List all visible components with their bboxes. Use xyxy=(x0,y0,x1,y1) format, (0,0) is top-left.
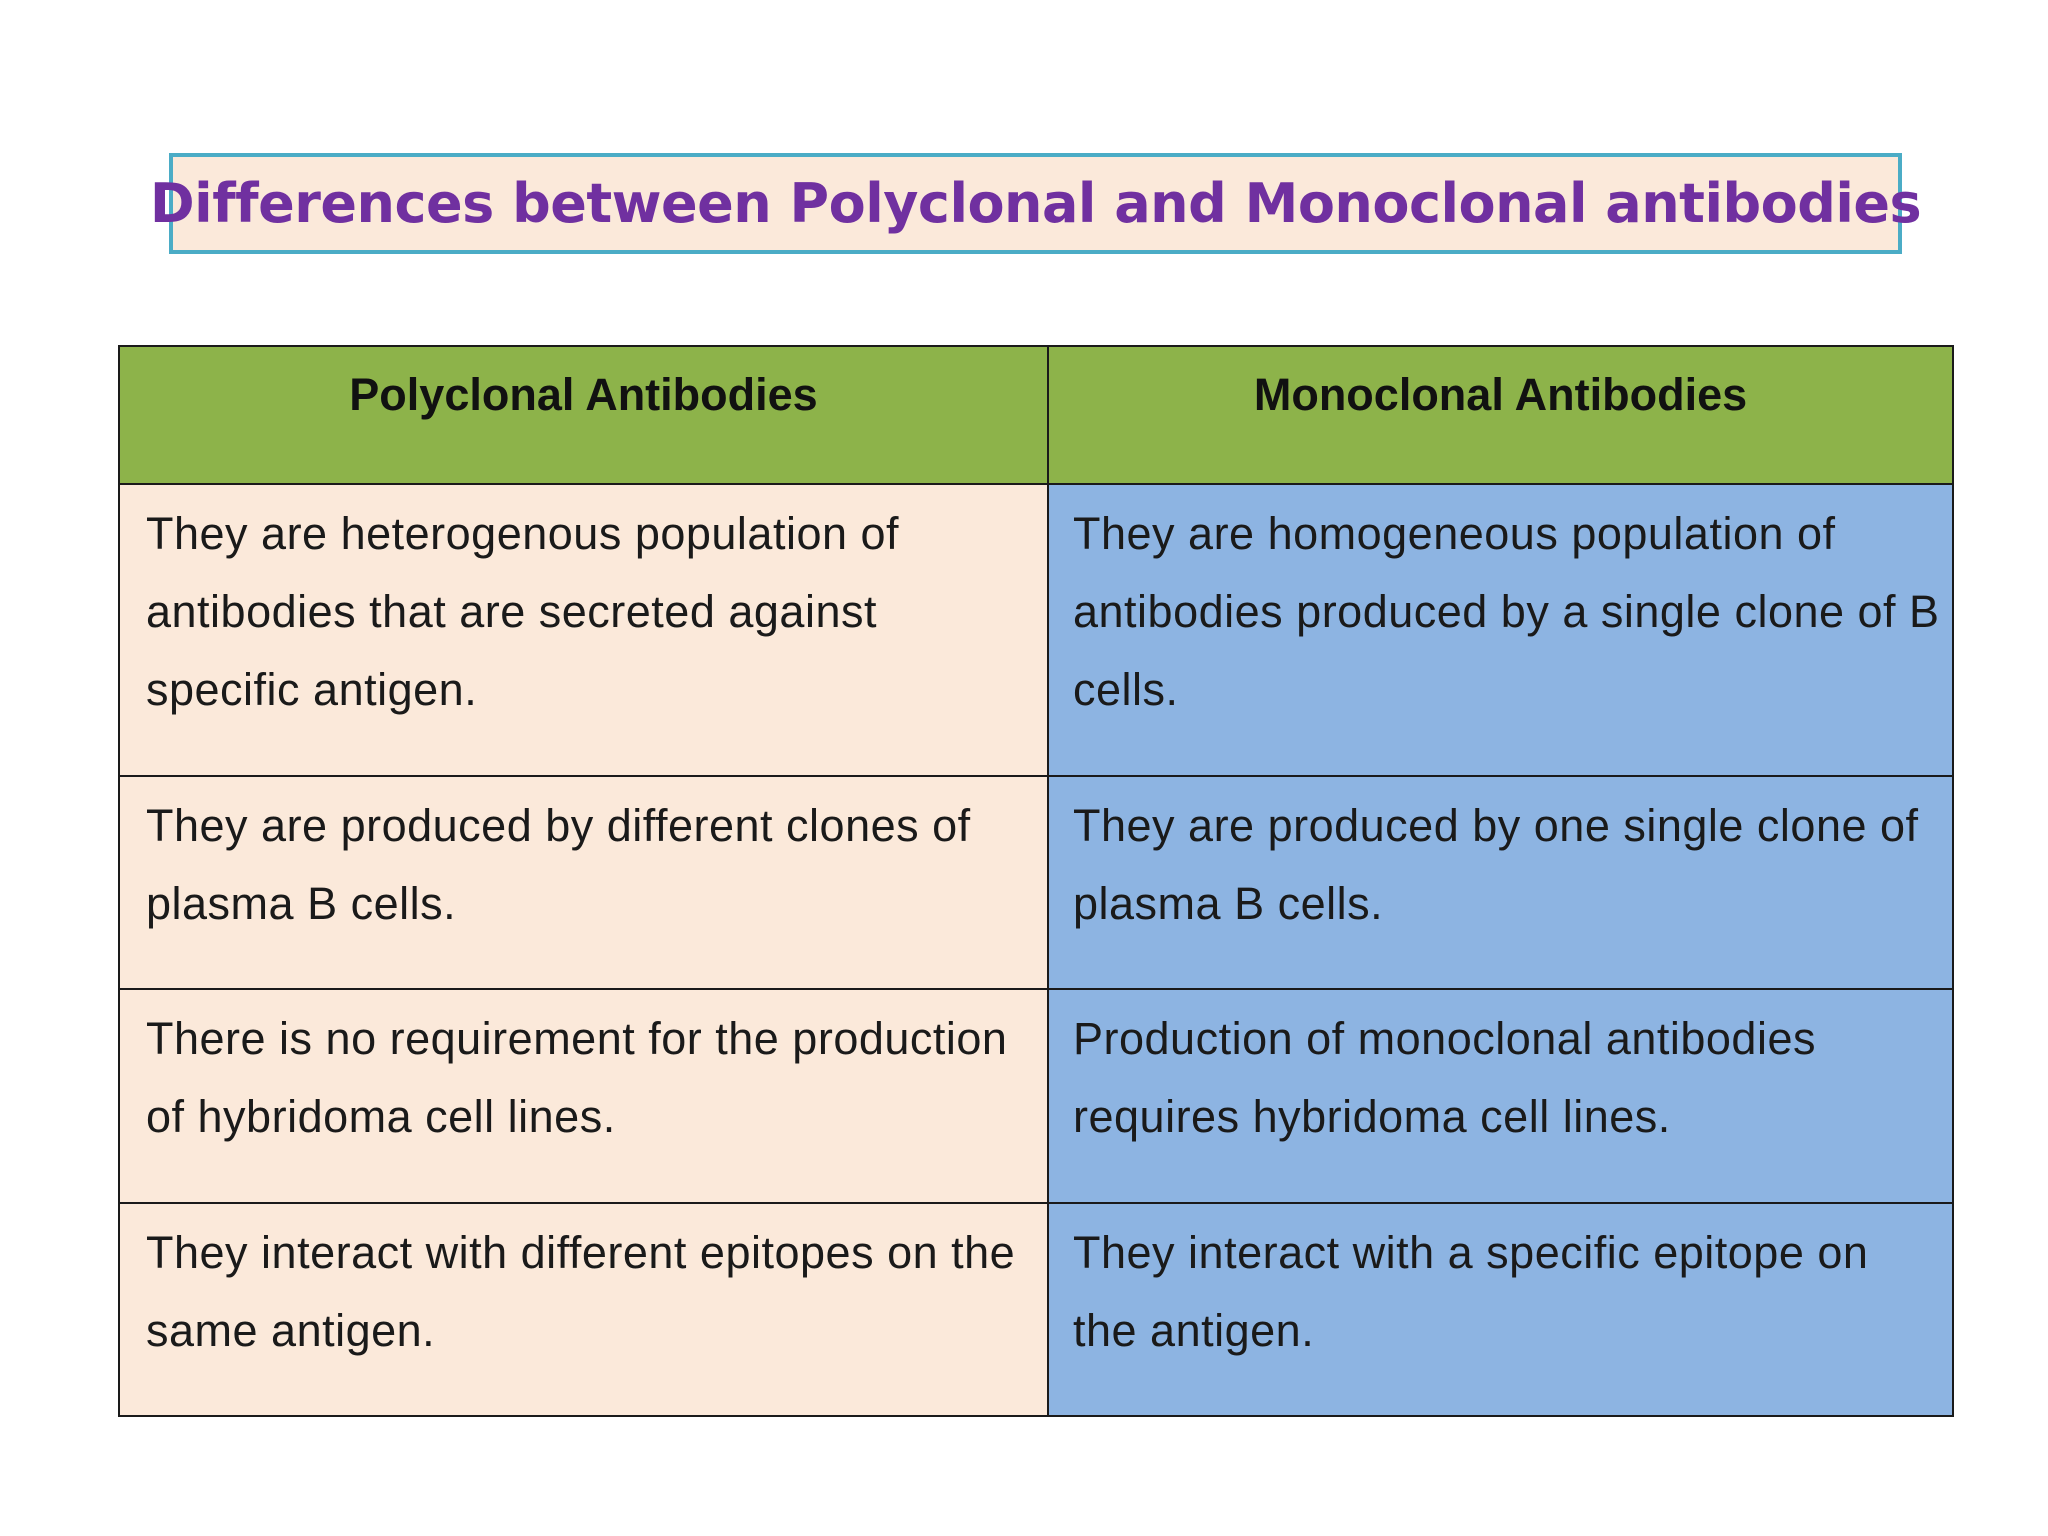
polyclonal-cell: They are produced by different clones of plasma B cells. xyxy=(119,776,1048,989)
monoclonal-cell: Production of monoclonal antibodies requires hybridoma cell lines. xyxy=(1048,989,1953,1203)
header-row xyxy=(119,346,1953,484)
table-row xyxy=(119,484,1953,776)
slide-title: Differences between Polyclonal and Monoclonal antibodies xyxy=(149,172,1922,235)
monoclonal-cell: They are produced by one single clone of plasma B cells. xyxy=(1048,776,1953,989)
polyclonal-cell: They interact with different epitopes on the same antigen. xyxy=(119,1203,1048,1416)
monoclonal-cell: They interact with a specific epitope on the antigen. xyxy=(1048,1203,1953,1416)
monoclonal-cell: They are homogeneous population of antibodies produced by a single clone of B cells. xyxy=(1048,484,1953,776)
polyclonal-cell: There is no requirement for the production of hybridoma cell lines. xyxy=(119,989,1048,1203)
title-box xyxy=(149,153,1922,254)
table-row xyxy=(119,776,1953,989)
header-polyclonal: Polyclonal Antibodies xyxy=(119,346,1048,484)
polyclonal-cell: They are heterogenous population of antibodies that are secreted against specific antigen. xyxy=(119,484,1048,776)
table-row xyxy=(119,989,1953,1203)
comparison-table xyxy=(118,345,1954,1417)
header-monoclonal: Monoclonal Antibodies xyxy=(1048,346,1953,484)
table-row xyxy=(119,1203,1953,1416)
